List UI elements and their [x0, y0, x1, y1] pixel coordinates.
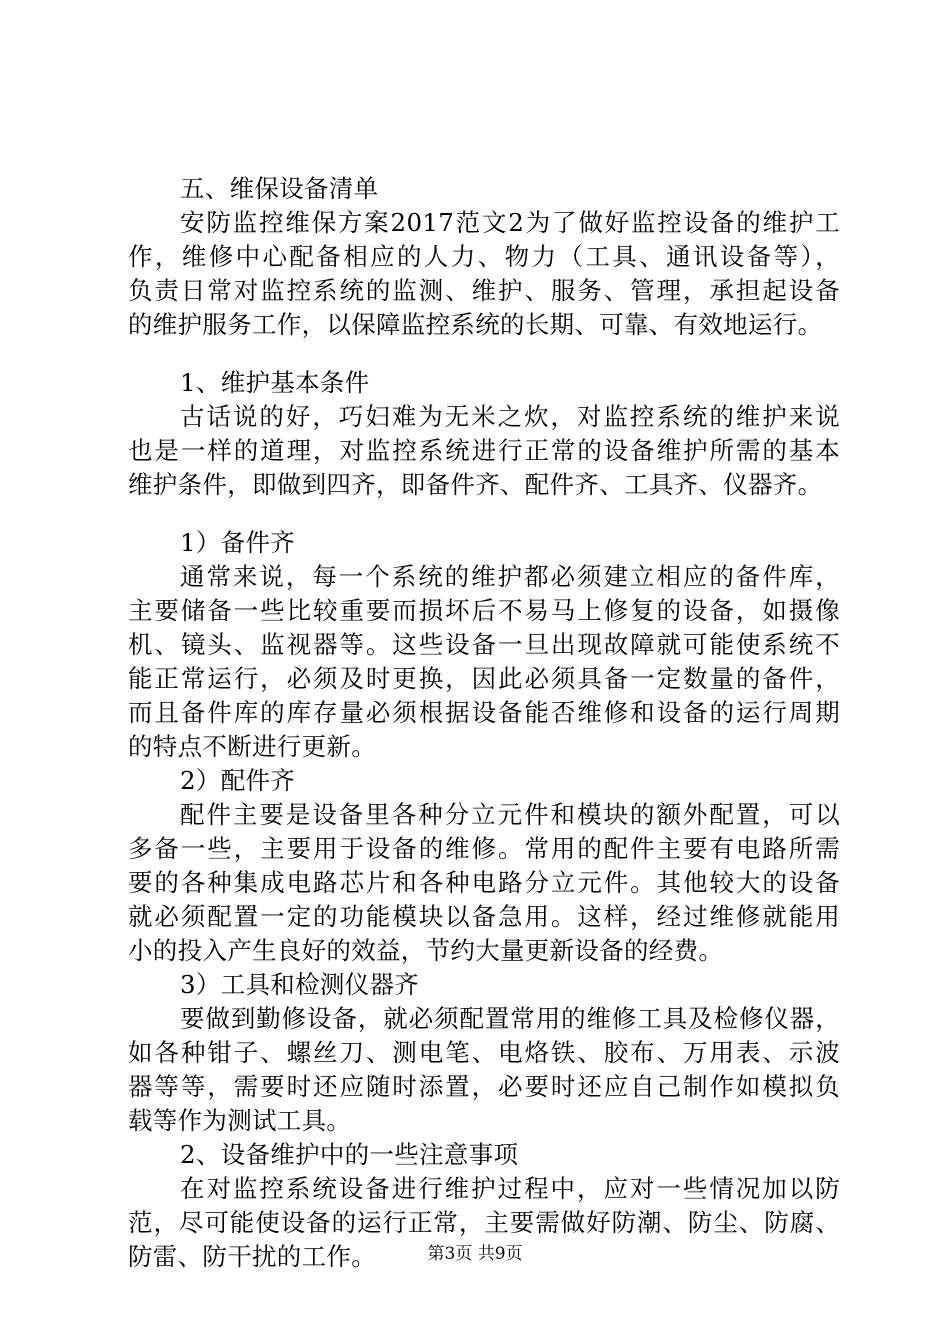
text-line: 配件主要是设备里各种分立元件和模块的额外配置，可以	[180, 800, 840, 829]
text-line: 古话说的好，巧妇难为无米之炊，对监控系统的维护来说	[180, 402, 840, 431]
text-line: 防雷、防干扰的工作。	[128, 1242, 376, 1271]
text-line: 而且备件库的库存量必须根据设备能否维修和设备的运行周期	[128, 698, 840, 727]
text-line: 的维护服务工作，以保障监控系统的长期、可靠、有效地运行。	[128, 310, 823, 339]
text-line: 小的投入产生良好的效益，节约大量更新设备的经费。	[128, 936, 724, 965]
text-line: 作，维修中心配备相应的人力、物力（工具、通讯设备等），	[128, 242, 840, 271]
text-line: 2、设备维护中的一些注意事项	[180, 1140, 519, 1169]
paragraph-gap	[128, 502, 840, 526]
text-line: 3）工具和检测仪器齐	[180, 970, 420, 999]
text-line: 主要储备一些比较重要而损坏后不易马上修复的设备，如摄像	[128, 596, 840, 625]
text-line: 在对监控系统设备进行维护过程中，应对一些情况加以防	[180, 1174, 840, 1203]
text-line: 要的各种集成电路芯片和各种电路分立元件。其他较大的设备	[128, 868, 840, 897]
text-line: 就必须配置一定的功能模块以备急用。这样，经过维修就能用	[128, 902, 840, 931]
text-line: 能正常运行，必须及时更换，因此必须具备一定数量的备件，	[128, 664, 840, 693]
text-line: 器等等，需要时还应随时添置，必要时还应自己制作如模拟负	[128, 1072, 840, 1101]
text-line: 负责日常对监控系统的监测、维护、服务、管理，承担起设备	[128, 276, 840, 305]
text-line: 机、镜头、监视器等。这些设备一旦出现故障就可能使系统不	[128, 630, 840, 659]
text-line: 1）备件齐	[180, 528, 296, 557]
text-line: 载等作为测试工具。	[128, 1106, 352, 1135]
document-body	[128, 172, 840, 1274]
text-line: 如各种钳子、螺丝刀、测电笔、电烙铁、胶布、万用表、示波	[128, 1038, 840, 1067]
text-line: 2）配件齐	[180, 766, 296, 795]
text-line: 多备一些，主要用于设备的维修。常用的配件主要有电路所需	[128, 834, 840, 863]
page-footer: 第3页 共9页	[427, 1244, 523, 1264]
text-line: 也是一样的道理，对监控系统进行正常的设备维护所需的基本	[128, 436, 840, 465]
text-line: 的特点不断进行更新。	[128, 732, 376, 761]
text-line: 范，尽可能使设备的运行正常，主要需做好防潮、防尘、防腐、	[128, 1208, 840, 1237]
paragraph-gap	[128, 342, 840, 366]
text-line: 1、维护基本条件	[180, 368, 370, 397]
text-line: 五、维保设备清单	[180, 174, 379, 203]
text-line: 维护条件，即做到四齐，即备件齐、配件齐、工具齐、仪器齐。	[128, 470, 823, 499]
text-line: 通常来说，每一个系统的维护都必须建立相应的备件库，	[180, 562, 840, 591]
text-line: 要做到勤修设备，就必须配置常用的维修工具及检修仪器，	[180, 1004, 840, 1033]
text-line: 安防监控维保方案2017范文2为了做好监控设备的维护工	[180, 208, 840, 237]
